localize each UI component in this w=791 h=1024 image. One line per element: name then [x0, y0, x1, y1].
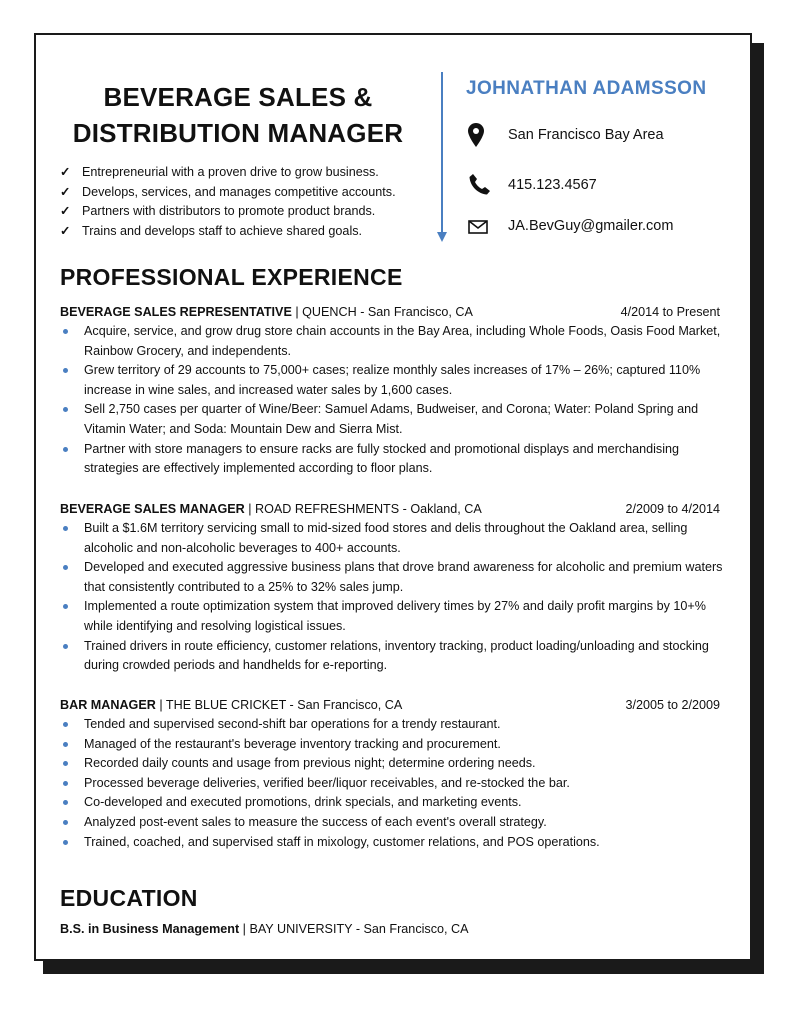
resume-page	[34, 33, 752, 961]
job-title: BAR MANAGER	[60, 698, 156, 712]
phone-icon	[468, 173, 492, 199]
checkmark-icon: ✓	[60, 184, 71, 199]
experience-heading: PROFESSIONAL EXPERIENCE	[60, 264, 403, 290]
list-item: Managed of the restaurant's beverage inventory tracking and procurement.	[60, 735, 730, 755]
checkmark-icon: ✓	[60, 204, 71, 218]
separator: |	[248, 502, 252, 516]
job-title: BEVERAGE SALES MANAGER	[60, 502, 245, 516]
title-line-1: BEVERAGE SALES &	[103, 82, 373, 112]
highlight-item: ✓ Partners with distributors to promote product brands.	[60, 202, 440, 222]
divider-line	[441, 72, 443, 232]
education-heading: EDUCATION	[60, 885, 198, 911]
highlight-item: ✓ Entrepreneurial with a proven drive to grow business.	[60, 163, 440, 183]
list-item: Partner with store managers to ensure racks are fully stocked and promotional displays and merchandising strategies are effectively implemented according to floor plans.	[60, 440, 730, 479]
education-entry	[60, 922, 469, 936]
highlight-item: ✓ Trains and develops staff to achieve shared goals.	[60, 222, 440, 242]
job-bullets	[60, 322, 730, 479]
job-entry	[60, 695, 730, 852]
list-item: Tended and supervised second-shift bar operations for a trendy restaurant.	[60, 715, 730, 735]
job-header	[60, 302, 730, 322]
location-pin-icon	[468, 123, 484, 151]
candidate-name: JOHNATHAN ADAMSSON	[466, 78, 707, 99]
list-item: Developed and executed aggressive business plans that drove brand awareness for alcoholic and premium waters that consistently contributed to a 25% to 32% sales jump.	[60, 558, 730, 597]
phone-text: 415.123.4567	[508, 177, 597, 193]
job-dates: 2/2009 to 4/2014	[625, 502, 720, 516]
job-company: QUENCH - San Francisco, CA	[302, 305, 473, 319]
email-text[interactable]: JA.BevGuy@gmailer.com	[508, 218, 674, 234]
checkmark-icon: ✓	[60, 223, 71, 238]
list-item: Processed beverage deliveries, verified beer/liquor receivables, and re-stocked the bar.	[60, 774, 730, 794]
checkmark-icon: ✓	[60, 165, 71, 179]
divider-arrow-icon	[437, 232, 447, 242]
job-header	[60, 499, 730, 519]
job-entry	[60, 302, 730, 479]
list-item: Implemented a route optimization system that improved delivery times by 27% and daily profit margins by 10+% while identifying and resolving logistical issues.	[60, 597, 730, 636]
school: BAY UNIVERSITY - San Francisco, CA	[249, 922, 469, 936]
job-company: ROAD REFRESHMENTS - Oakland, CA	[255, 502, 482, 516]
highlight-item: ✓ Develops, services, and manages competitive accounts.	[60, 183, 440, 203]
job-bullets	[60, 715, 730, 852]
job-title: BEVERAGE SALES REPRESENTATIVE	[60, 305, 292, 319]
job-entry	[60, 499, 730, 676]
separator: |	[295, 305, 299, 319]
list-item: Analyzed post-event sales to measure the success of each event's overall strategy.	[60, 813, 730, 833]
job-dates: 4/2014 to Present	[620, 305, 720, 319]
list-item: Grew territory of 29 accounts to 75,000+ cases; realize monthly sales increases of 17% – 26%; captured 110% increase in wine sales, and increased water sales by 1,600 cases.	[60, 361, 730, 400]
list-item: Acquire, service, and grow drug store chain accounts in the Bay Area, including Whole Foods, Oasis Food Market, Rainbow Grocery, and independents.	[60, 322, 730, 361]
resume-title	[58, 79, 418, 151]
title-line-2: DISTRIBUTION MANAGER	[72, 118, 404, 148]
degree: B.S. in Business Management	[60, 922, 240, 936]
list-item: Trained, coached, and supervised staff in mixology, customer relations, and POS operations.	[60, 833, 730, 853]
separator: |	[242, 922, 246, 936]
job-company: THE BLUE CRICKET - San Francisco, CA	[165, 698, 403, 712]
envelope-icon	[468, 220, 488, 238]
job-header	[60, 695, 730, 715]
list-item: Built a $1.6M territory servicing small to mid-sized food stores and delis throughout the Oakland area, selling alcoholic and non-alcoholic beverages to 400+ accounts.	[60, 519, 730, 558]
location-text: San Francisco Bay Area	[508, 127, 664, 143]
list-item: Trained drivers in route efficiency, customer relations, inventory tracking, product loading/unloading and stocking during crowded periods and handhelds for e-reporting.	[60, 637, 730, 676]
job-bullets	[60, 519, 730, 676]
highlights-list	[60, 163, 440, 241]
separator: |	[159, 698, 163, 712]
list-item: Recorded daily counts and usage from previous night; determine ordering needs.	[60, 754, 730, 774]
list-item: Sell 2,750 cases per quarter of Wine/Beer: Samuel Adams, Budweiser, and Corona; Water: Poland Spring and Vitamin Water; and Soda: Mountain Dew and Sierra Mist.	[60, 400, 730, 439]
job-dates: 3/2005 to 2/2009	[625, 698, 720, 712]
list-item: Co-developed and executed promotions, drink specials, and marketing events.	[60, 793, 730, 813]
